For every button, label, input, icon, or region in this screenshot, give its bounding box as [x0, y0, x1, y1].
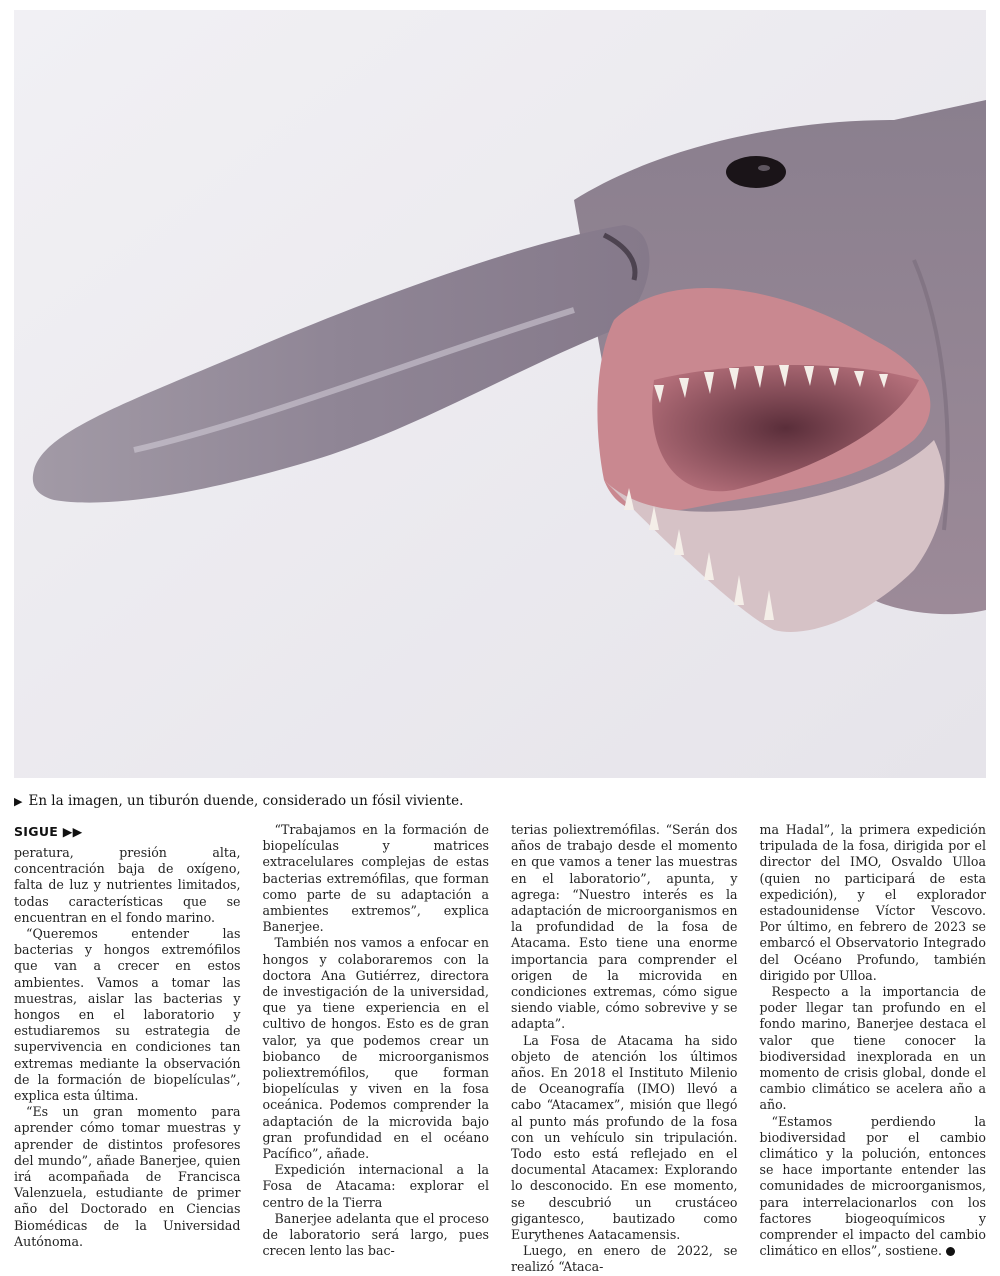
article-column-3: [511, 822, 738, 1276]
article-photo: [14, 10, 986, 778]
article-column-1: [14, 822, 241, 1276]
end-of-article-icon: [946, 1247, 955, 1256]
paragraph: ma Hadal”, la primera expedición tripulada de la fosa, dirigida por el director del IMO, Osvaldo Ulloa (quien no participará de esta expedición), y el explorador estadounidense Víctor Vescovo. Por último, en febrero de 2023 se embarcó el Observatorio Integrado del Océano Profundo, también dirigido por Ulloa.: [759, 822, 986, 983]
article-column-2: [263, 822, 490, 1276]
paragraph: “Trabajamos en la formación de biopelículas y matrices extracelulares complejas de estas bacterias extremófilas, que forman como parte de su adaptación a ambientes extremos”, explica Banerjee.: [262, 822, 489, 935]
paragraph: Luego, en enero de 2022, se realizó “Ataca-: [511, 1243, 738, 1275]
paragraph: peratura, presión alta, concentración baja de oxígeno, falta de luz y nutrientes limitados, todas características que se encuentran en el fondo marino.: [14, 845, 241, 925]
article-columns: [14, 822, 986, 1275]
paragraph: terias poliextremófilas. “Serán dos años de trabajo desde el momento en que vamos a tener las muestras en el laboratorio”, apunta, y agrega: “Nuestro interés es la adaptación de microorganismos en la profundidad de la fosa de Atacama. Esto tiene una enorme importancia para comprender el origen de la microvida en condiciones extremas, cómo sigue siendo viable, cómo sobrevive y se adapta”.: [511, 822, 738, 1032]
paragraph: También nos vamos a enfocar en hongos y colaboraremos con la doctora Ana Gutiérrez, directora de investigación de la universidad, que ya tiene experiencia en el cultivo de hongos. Esto es de gran valor, ya que podemos crear un biobanco de microorganismos poliextremófilos, que forman biopelículas y viven en la fosa oceánica. Podemos comprender la adaptación de la microvida bajo gran profundidad en el océano Pacífico”, añade.: [262, 935, 489, 1162]
photo-caption: [14, 792, 986, 811]
paragraph: Banerjee adelanta que el proceso de laboratorio será largo, pues crecen lento las bac-: [262, 1210, 489, 1259]
caption-arrow-icon: ▶: [14, 795, 23, 808]
paragraph: Respecto a la importancia de poder llegar tan profundo en el fondo marino, Banerjee destaca el valor que tiene conocer la biodiversidad inexplorada en un momento de crisis global, donde el cambio climático se acelera año a año.: [759, 984, 986, 1113]
caption-text: En la imagen, un tiburón duende, considerado un fósil viviente.: [28, 793, 464, 809]
paragraph: “Es un gran momento para aprender cómo tomar muestras y aprender de distintos profesores del mundo”, añade Banerjee, quien irá acompañada de Francisca Valenzuela, estudiante de primer año del Doctorado en Ciencias Biomédicas de la Universidad Autónoma.: [14, 1104, 241, 1249]
continue-marker: SIGUE ▶▶: [14, 824, 83, 839]
paragraph: La Fosa de Atacama ha sido objeto de atención los últimos años. En 2018 el Instituto Milenio de Oceanografía (IMO) llevó a cabo “Atacamex”, misión que llegó al punto más profundo de la fosa con un vehículo sin tripulación. Todo esto está reflejado en el documental Atacamex: Explorando lo desconocido. En ese momento, se descubrió un crustáceo gigantesco, bautizado como Eurythenes Aatacamensis.: [511, 1032, 738, 1243]
article-column-4: [760, 822, 987, 1276]
subheading: Expedición internacional a la Fosa de Atacama: explorar el centro de la Tierra: [262, 1162, 489, 1210]
paragraph: [760, 1114, 987, 1260]
goblin-shark-illustration: [14, 10, 986, 778]
final-paragraph-text: “Estamos perdiendo la biodiversidad por el cambio climático y la polución, entonces se hace importante entender las comunidades de microorganismos, para interrelacionarlos con los factores biogeoquímicos y comprender el impacto del cambio climático en ellos”, sostiene.: [759, 1113, 986, 1259]
paragraph: “Queremos entender las bacterias y hongos extremófilos que van a crecer en estos ambientes. Vamos a tomar las muestras, aislar las bacterias y hongos en el laboratorio y estudiaremos su estrategia de supervivencia en condiciones tan extremas mediante la observación de la formación de biopelículas”, explica esta última.: [14, 926, 241, 1104]
